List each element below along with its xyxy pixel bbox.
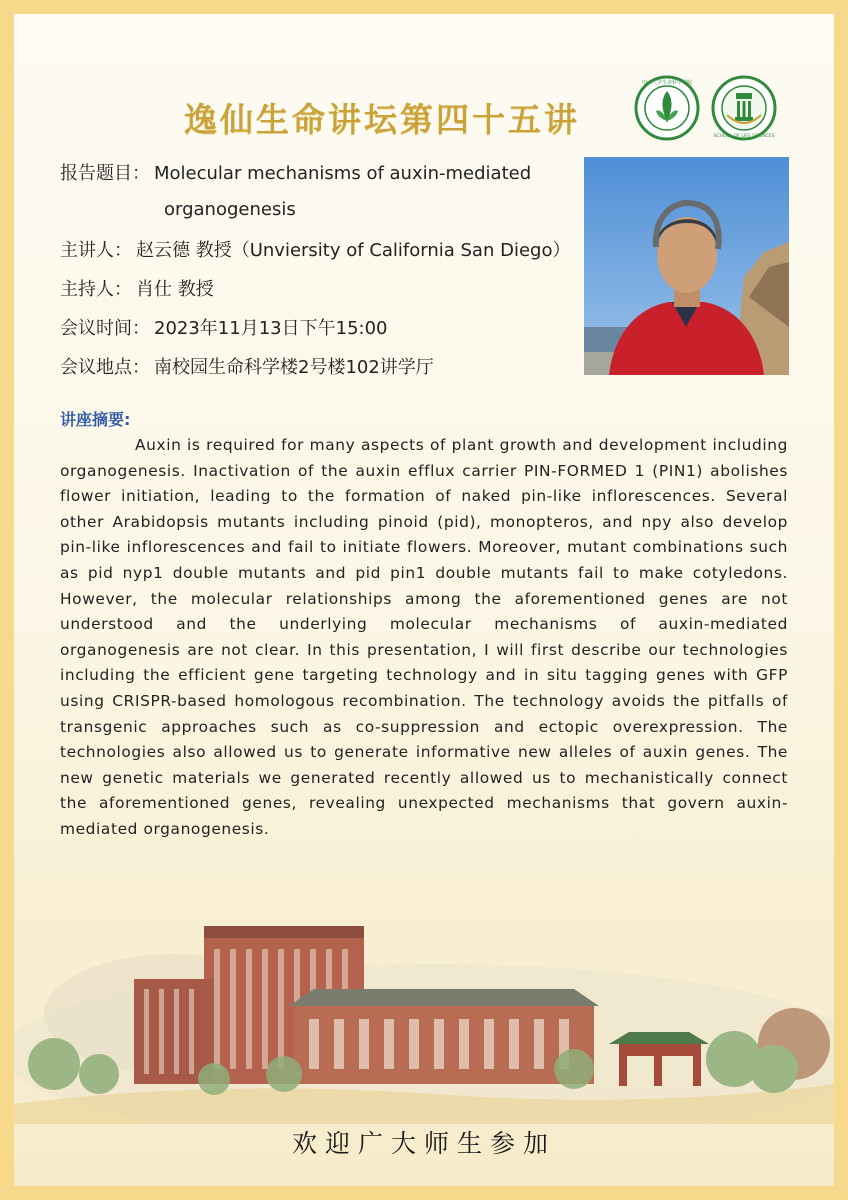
logo1-text: 中山大学生命科学学院 [641, 80, 693, 86]
host-value: 肖仕 教授 [136, 279, 214, 300]
time-row [60, 309, 590, 348]
poster-content [14, 14, 834, 1186]
speaker-photo [584, 157, 789, 375]
place-value: 南校园生命科学楼2号楼102讲学厅 [154, 357, 434, 378]
footer-invitation: 欢迎广大师生参加 [291, 1129, 556, 1158]
university-logo [634, 75, 700, 141]
host-row [60, 270, 590, 309]
host-label: 主持人： [60, 279, 132, 300]
poster-title: 逸仙生命讲坛第四十五讲 [184, 100, 580, 139]
topic-line2: organogenesis [164, 199, 296, 220]
place-row [60, 348, 590, 387]
time-label: 会议时间： [60, 318, 150, 339]
lecture-info [60, 154, 590, 387]
time-value: 2023年11月13日下午15:00 [154, 318, 388, 339]
abstract-heading: 讲座摘要: [60, 410, 131, 429]
speaker-value: 赵云德 教授（Unviersity of California San Diego） [136, 240, 571, 261]
topic-row [60, 154, 590, 193]
speaker-row [60, 231, 590, 270]
topic-label: 报告题目： [60, 163, 150, 184]
school-logo [711, 75, 777, 141]
logo2-text: SCHOOL OF LIFE SCIENCES [713, 134, 775, 139]
abstract-text: Auxin is required for many aspects of plant growth and development including organogenesis. Inactivation of the auxin efflux carrier PIN-FORMED 1 (PIN1) abolishes flower initiation, leading to the formation of naked pin-like inflorescences. Several other Arabidopsis mutants including pinoid (pid), monopteros, and npy also develop pin-like inflorescences and fail to initiate flowers. Moreover, mutant combinations such as pid nyp1 double mutants and pid pin1 double mutants fail to make cotyledons. However, the molecular relationships among the aforementioned genes are not understood and the underlying molecular mechanisms of auxin-mediated organogenesis are not clear. In this presentation, I will first describe our technologies including the efficient gene targeting technology and in situ tagging genes with GFP using CRISPR-based homologous recombination. The technology avoids the pitfalls of transgenic approaches such as co-suppression and ectopic overexpression. The technologies also allowed us to generate informative new alleles of auxin genes. The new genetic materials we generated recently allowed us to mechanistically connect the aforementioned genes, revealing unexpected mechanisms that govern auxin-mediated organogenesis. [60, 436, 788, 838]
place-label: 会议地点： [60, 357, 150, 378]
speaker-label: 主讲人： [60, 240, 132, 261]
topic-line1: Molecular mechanisms of auxin-mediated [154, 163, 532, 184]
campus-illustration [14, 894, 834, 1124]
